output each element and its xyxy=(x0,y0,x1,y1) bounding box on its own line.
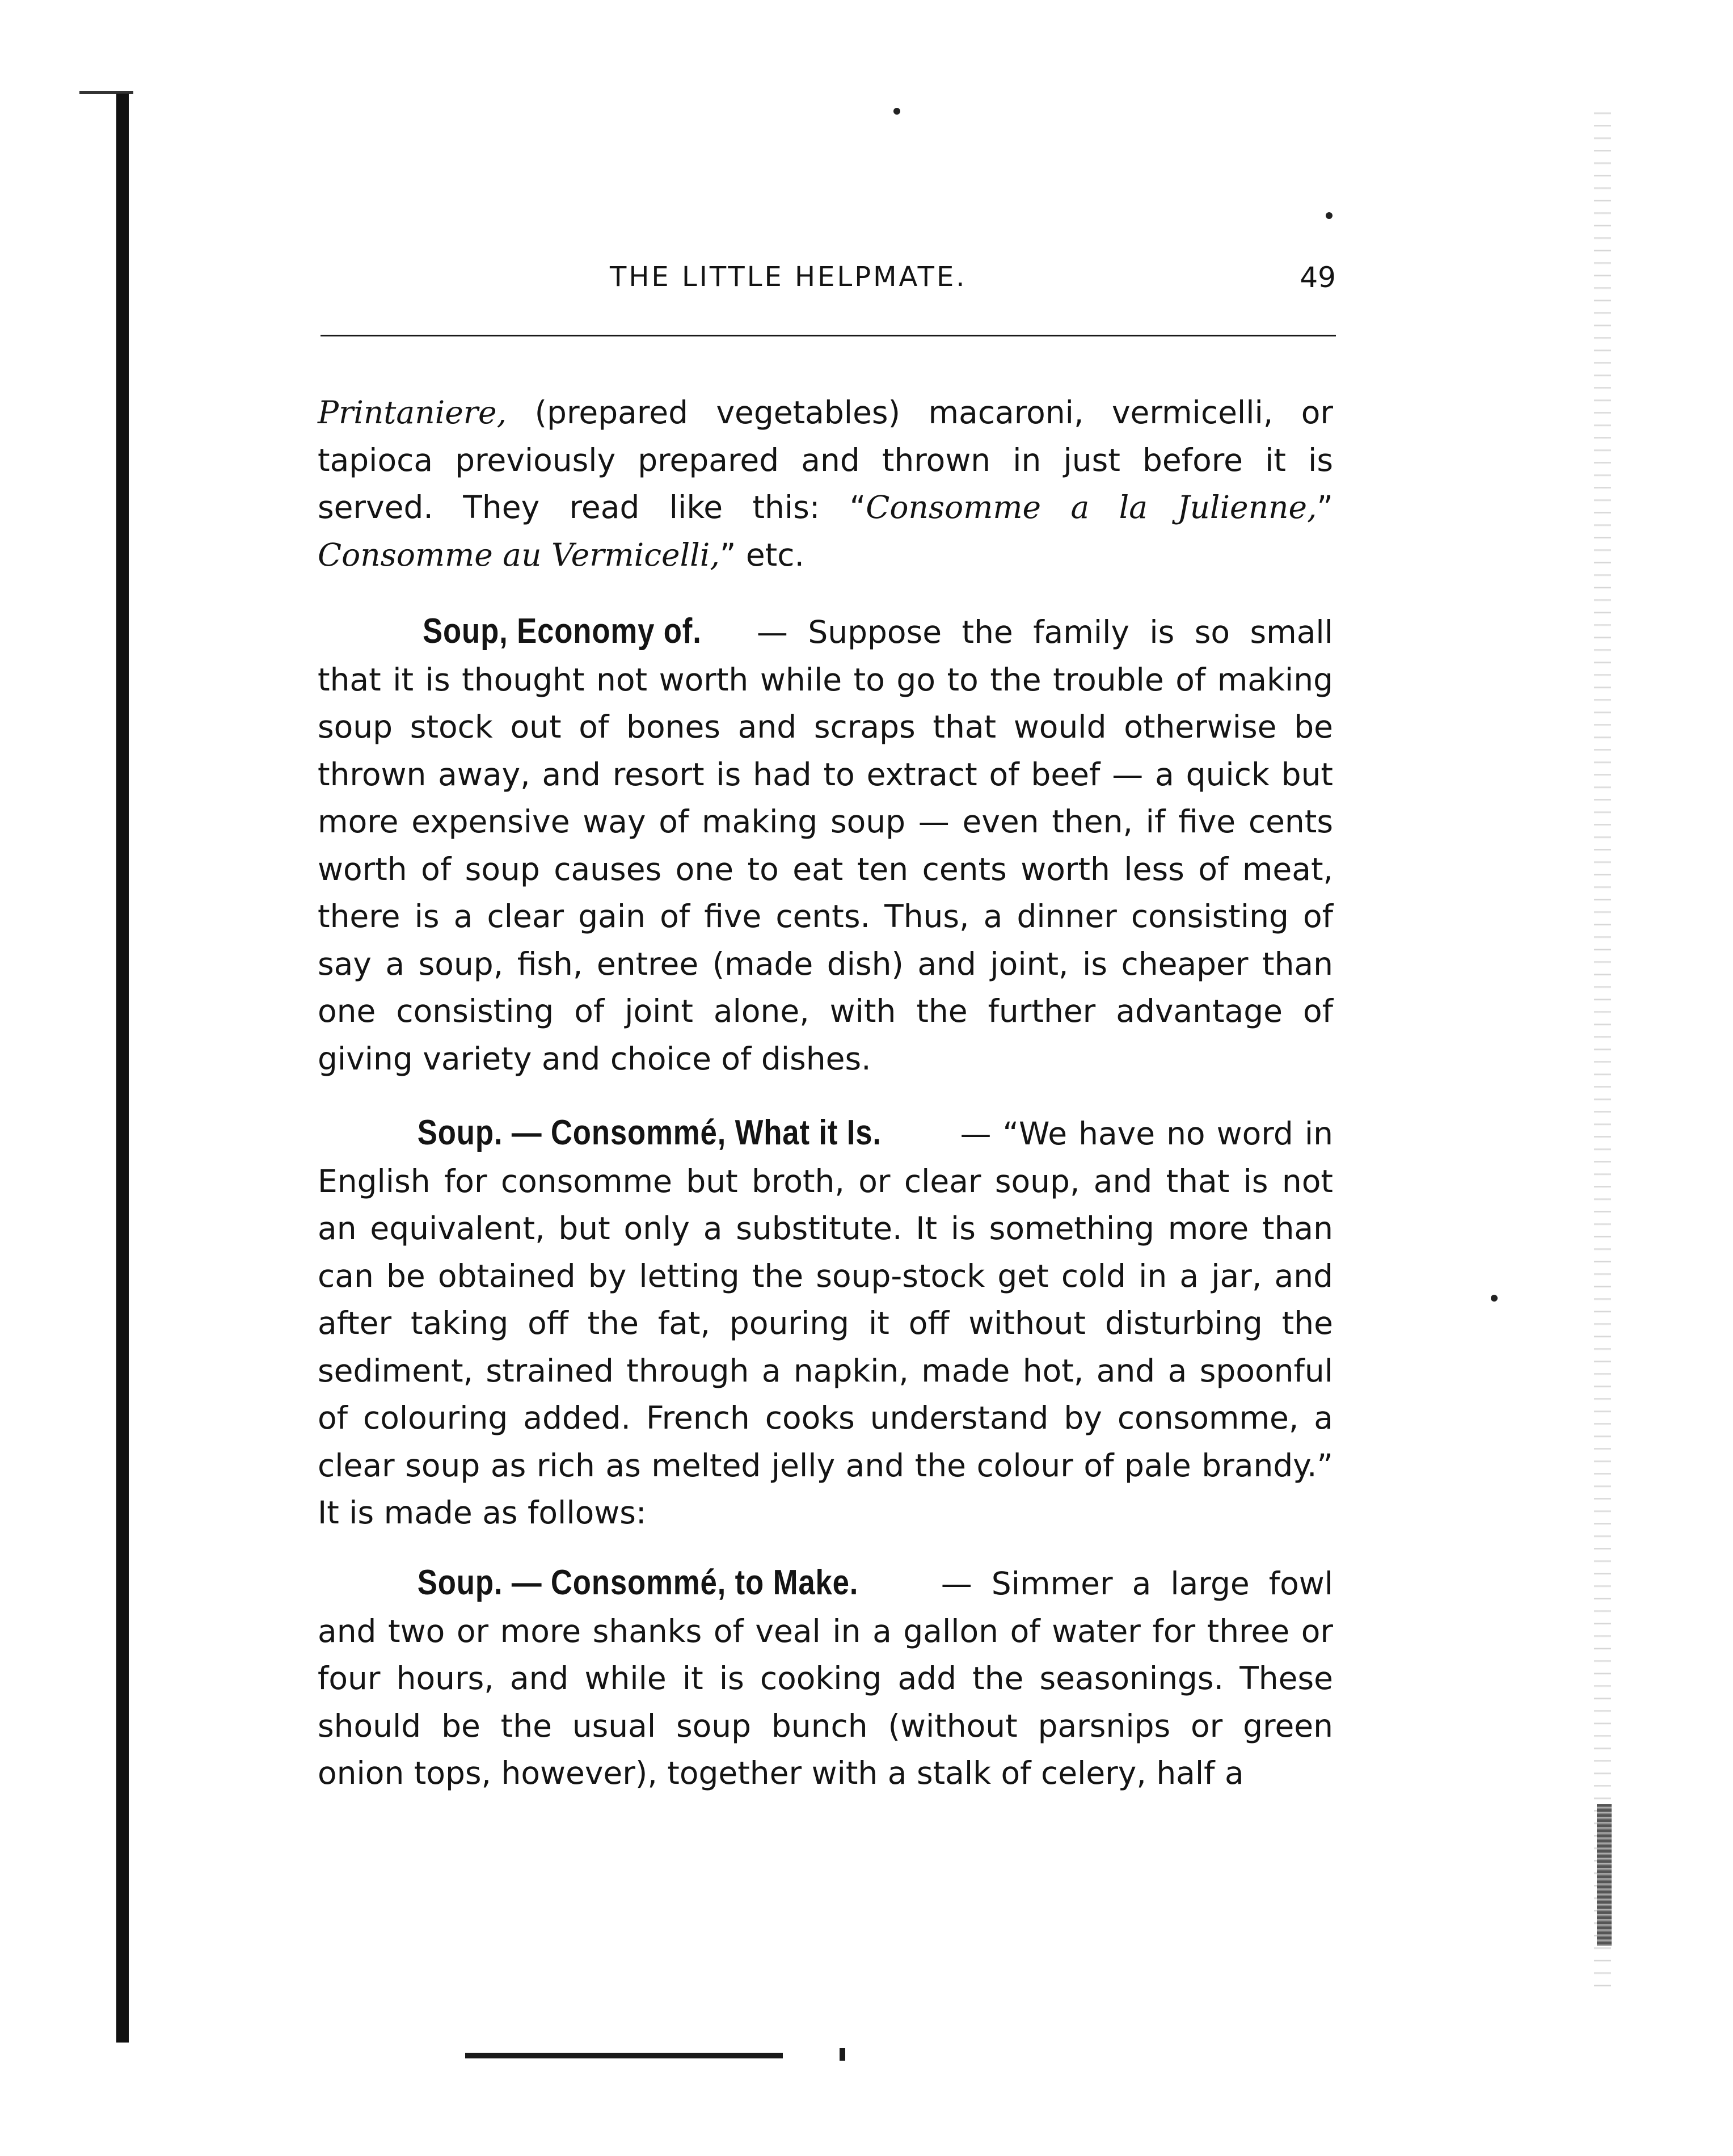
paragraph-consomme-make xyxy=(318,1559,1333,1797)
footer-mark xyxy=(840,2048,845,2061)
paragraph-text: (prepared vegetables) macaroni, vermicelli, or tapioca previously prepared and thrown in just before it is served. They read like this: “ xyxy=(318,394,1333,525)
page-number: 49 xyxy=(1300,261,1336,294)
paragraph-text: — Simmer a large fowl and two or more shanks of veal in a gallon of water for three or four hours, and while it is cooking add the seasonings. These should be the usual soup bunch (without parsnips or green onion tops, however), together with a stalk of celery, half a xyxy=(318,1565,1333,1791)
italic-term: Consomme au Vermicelli, xyxy=(318,536,720,573)
running-title: THE LITTLE HELPMATE. xyxy=(610,261,967,293)
italic-term: Consomme a la Julienne, xyxy=(866,489,1317,525)
italic-term: Printaniere, xyxy=(318,394,507,431)
paragraph-consomme-what xyxy=(318,1109,1333,1537)
entry-heading: Soup. — Consommé, to Make. xyxy=(417,1563,859,1602)
page-edge-speckle xyxy=(1594,102,1611,1991)
paragraph-text: — “We have no word in English for consomme but broth, or clear soup, and that is not an equivalent, but only a substitute. It is something more than can be obtained by letting the soup-stock get cold in a jar, and after taking off the fat, pouring it off without disturbing the sediment, strained through a napkin, made hot, and a spoonful of colouring added. French cooks understand by consomme, a clear soup as rich as melted jelly and the colour of pale brandy.” It is made as follows: xyxy=(318,1115,1333,1531)
print-speck xyxy=(893,108,900,115)
page-header xyxy=(321,261,1336,301)
print-speck xyxy=(1491,1295,1498,1302)
print-speck xyxy=(1326,212,1333,219)
paragraph-printaniere xyxy=(318,389,1333,579)
paragraph-text: ” etc. xyxy=(719,536,804,573)
binding-edge-shadow xyxy=(116,94,129,2043)
entry-heading: Soup. — Consommé, What it Is. xyxy=(417,1113,882,1152)
footer-rule xyxy=(465,2053,783,2058)
paragraph-text: — Suppose the family is so small that it is thought not worth while to go to the trouble of making soup stock out of bones and scraps that would otherwise be thrown away, and resort is had to extract of beef — a quick but more expensive way of making soup — even then, if five cents worth of soup causes one to eat ten cents worth less of meat, there is a clear gain of five cents. Thus, a dinner consisting of say a soup, fish, entree (made dish) and joint, is cheaper than one consisting of joint alone, with the further advantage of giving variety and choice of dishes. xyxy=(318,614,1333,1077)
page-edge-dark-patch xyxy=(1597,1804,1612,1946)
paragraph-text: ” xyxy=(1317,489,1333,525)
entry-heading: Soup, Economy of. xyxy=(423,612,702,651)
header-rule xyxy=(321,335,1336,336)
paragraph-soup-economy xyxy=(318,608,1333,1083)
